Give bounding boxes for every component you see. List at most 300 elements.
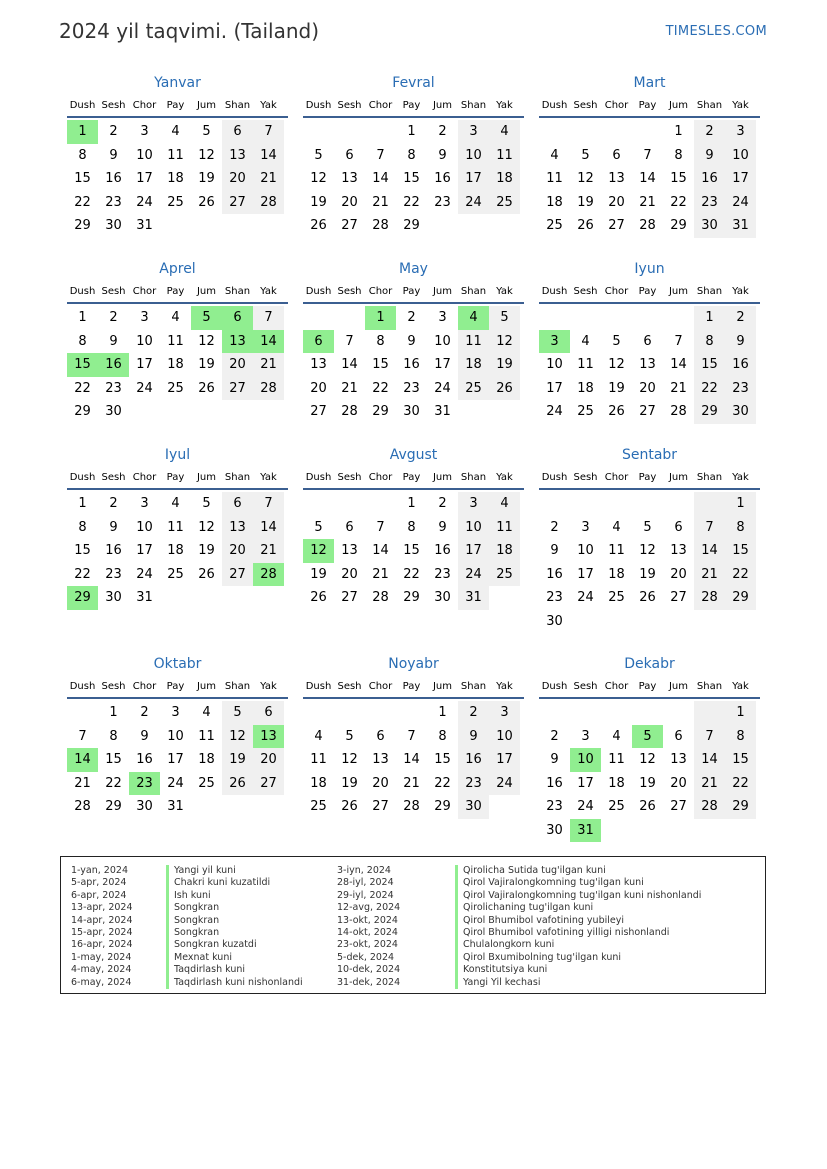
day-cell[interactable]: 9 <box>109 147 118 163</box>
day-cell[interactable]: 2 <box>725 306 756 330</box>
day-cell[interactable]: 9 <box>438 147 447 163</box>
holiday-day-cell[interactable]: 31 <box>570 819 601 843</box>
day-cell[interactable]: 14 <box>670 357 687 373</box>
day-cell[interactable]: 22 <box>372 380 389 396</box>
day-cell[interactable]: 25 <box>546 218 563 234</box>
day-cell[interactable]: 3 <box>458 120 489 144</box>
day-cell[interactable]: 25 <box>608 799 625 815</box>
day-cell[interactable]: 4 <box>202 705 211 721</box>
day-cell[interactable]: 27 <box>341 590 358 606</box>
day-cell[interactable]: 27 <box>608 218 625 234</box>
day-cell[interactable]: 21 <box>372 194 389 210</box>
day-cell[interactable]: 6 <box>643 333 652 349</box>
day-cell[interactable]: 17 <box>434 357 451 373</box>
day-cell[interactable]: 29 <box>74 404 91 420</box>
day-cell[interactable]: 23 <box>403 380 420 396</box>
day-cell[interactable]: 16 <box>105 543 122 559</box>
day-cell[interactable]: 24 <box>434 380 451 396</box>
day-cell[interactable]: 27 <box>341 218 358 234</box>
day-cell[interactable]: 21 <box>694 563 725 587</box>
day-cell[interactable]: 14 <box>372 171 389 187</box>
day-cell[interactable]: 29 <box>372 404 389 420</box>
day-cell[interactable]: 10 <box>136 519 153 535</box>
day-cell[interactable]: 31 <box>136 218 153 234</box>
day-cell[interactable]: 2 <box>140 705 149 721</box>
day-cell[interactable]: 31 <box>725 214 756 238</box>
day-cell[interactable]: 20 <box>222 539 253 563</box>
day-cell[interactable]: 14 <box>694 539 725 563</box>
day-cell[interactable]: 18 <box>608 775 625 791</box>
day-cell[interactable]: 27 <box>222 563 253 587</box>
day-cell[interactable]: 16 <box>694 167 725 191</box>
day-cell[interactable]: 20 <box>310 380 327 396</box>
day-cell[interactable]: 24 <box>167 775 184 791</box>
day-cell[interactable]: 19 <box>222 748 253 772</box>
day-cell[interactable]: 7 <box>253 492 284 516</box>
day-cell[interactable]: 25 <box>167 380 184 396</box>
day-cell[interactable]: 8 <box>694 330 725 354</box>
day-cell[interactable]: 15 <box>74 171 91 187</box>
day-cell[interactable]: 21 <box>639 194 656 210</box>
day-cell[interactable]: 17 <box>725 167 756 191</box>
day-cell[interactable]: 28 <box>372 218 389 234</box>
day-cell[interactable]: 21 <box>403 775 420 791</box>
day-cell[interactable]: 10 <box>136 333 153 349</box>
day-cell[interactable]: 15 <box>105 752 122 768</box>
day-cell[interactable]: 23 <box>105 566 122 582</box>
day-cell[interactable]: 18 <box>198 752 215 768</box>
day-cell[interactable]: 26 <box>608 404 625 420</box>
day-cell[interactable]: 25 <box>310 799 327 815</box>
day-cell[interactable]: 30 <box>546 613 563 629</box>
day-cell[interactable]: 29 <box>670 218 687 234</box>
day-cell[interactable]: 27 <box>310 404 327 420</box>
day-cell[interactable]: 18 <box>489 539 520 563</box>
day-cell[interactable]: 28 <box>74 799 91 815</box>
day-cell[interactable]: 24 <box>546 404 563 420</box>
day-cell[interactable]: 5 <box>489 306 520 330</box>
day-cell[interactable]: 11 <box>167 519 184 535</box>
day-cell[interactable]: 21 <box>74 775 91 791</box>
day-cell[interactable]: 4 <box>550 147 559 163</box>
day-cell[interactable]: 18 <box>167 171 184 187</box>
day-cell[interactable]: 4 <box>489 120 520 144</box>
day-cell[interactable]: 2 <box>438 496 447 512</box>
day-cell[interactable]: 9 <box>140 728 149 744</box>
day-cell[interactable]: 19 <box>489 353 520 377</box>
day-cell[interactable]: 11 <box>489 516 520 540</box>
day-cell[interactable]: 17 <box>546 380 563 396</box>
day-cell[interactable]: 23 <box>434 194 451 210</box>
day-cell[interactable]: 30 <box>434 590 451 606</box>
site-brand-link[interactable]: TIMESLES.COM <box>665 24 767 39</box>
day-cell[interactable]: 15 <box>434 752 451 768</box>
day-cell[interactable]: 19 <box>608 380 625 396</box>
day-cell[interactable]: 5 <box>314 147 323 163</box>
day-cell[interactable]: 9 <box>694 144 725 168</box>
day-cell[interactable]: 6 <box>674 519 683 535</box>
day-cell[interactable]: 14 <box>639 171 656 187</box>
day-cell[interactable]: 8 <box>78 147 87 163</box>
day-cell[interactable]: 18 <box>310 775 327 791</box>
day-cell[interactable]: 30 <box>546 822 563 838</box>
day-cell[interactable]: 31 <box>434 404 451 420</box>
day-cell[interactable]: 8 <box>78 519 87 535</box>
day-cell[interactable]: 30 <box>403 404 420 420</box>
day-cell[interactable]: 1 <box>109 705 118 721</box>
day-cell[interactable]: 8 <box>407 147 416 163</box>
holiday-day-cell[interactable]: 12 <box>303 539 334 563</box>
day-cell[interactable]: 3 <box>171 705 180 721</box>
day-cell[interactable]: 5 <box>222 701 253 725</box>
day-cell[interactable]: 2 <box>550 519 559 535</box>
day-cell[interactable]: 31 <box>458 586 489 610</box>
day-cell[interactable]: 10 <box>136 147 153 163</box>
day-cell[interactable]: 27 <box>670 590 687 606</box>
day-cell[interactable]: 19 <box>577 194 594 210</box>
day-cell[interactable]: 6 <box>222 492 253 516</box>
day-cell[interactable]: 21 <box>670 380 687 396</box>
day-cell[interactable]: 19 <box>198 543 215 559</box>
day-cell[interactable]: 12 <box>198 147 215 163</box>
day-cell[interactable]: 29 <box>105 799 122 815</box>
day-cell[interactable]: 25 <box>167 194 184 210</box>
day-cell[interactable]: 17 <box>577 775 594 791</box>
day-cell[interactable]: 3 <box>489 701 520 725</box>
day-cell[interactable]: 8 <box>725 516 756 540</box>
day-cell[interactable]: 12 <box>489 330 520 354</box>
day-cell[interactable]: 22 <box>670 194 687 210</box>
day-cell[interactable]: 12 <box>198 519 215 535</box>
day-cell[interactable]: 29 <box>434 799 451 815</box>
day-cell[interactable]: 18 <box>608 566 625 582</box>
day-cell[interactable]: 28 <box>253 377 284 401</box>
day-cell[interactable]: 9 <box>438 519 447 535</box>
holiday-day-cell[interactable]: 16 <box>98 353 129 377</box>
day-cell[interactable]: 2 <box>109 124 118 140</box>
day-cell[interactable]: 20 <box>639 380 656 396</box>
day-cell[interactable]: 18 <box>458 353 489 377</box>
day-cell[interactable]: 17 <box>136 357 153 373</box>
day-cell[interactable]: 7 <box>694 516 725 540</box>
holiday-day-cell[interactable]: 14 <box>67 748 98 772</box>
day-cell[interactable]: 17 <box>167 752 184 768</box>
day-cell[interactable]: 8 <box>78 333 87 349</box>
day-cell[interactable]: 22 <box>74 194 91 210</box>
day-cell[interactable]: 11 <box>458 330 489 354</box>
day-cell[interactable]: 22 <box>725 563 756 587</box>
day-cell[interactable]: 7 <box>643 147 652 163</box>
day-cell[interactable]: 2 <box>407 310 416 326</box>
day-cell[interactable]: 1 <box>407 496 416 512</box>
day-cell[interactable]: 30 <box>458 795 489 819</box>
holiday-day-cell[interactable]: 6 <box>222 306 253 330</box>
day-cell[interactable]: 20 <box>341 566 358 582</box>
day-cell[interactable]: 5 <box>202 496 211 512</box>
day-cell[interactable]: 14 <box>341 357 358 373</box>
day-cell[interactable]: 10 <box>546 357 563 373</box>
day-cell[interactable]: 16 <box>136 752 153 768</box>
day-cell[interactable]: 2 <box>458 701 489 725</box>
day-cell[interactable]: 22 <box>403 194 420 210</box>
day-cell[interactable]: 19 <box>639 775 656 791</box>
day-cell[interactable]: 15 <box>403 543 420 559</box>
holiday-day-cell[interactable]: 1 <box>67 120 98 144</box>
day-cell[interactable]: 20 <box>670 566 687 582</box>
day-cell[interactable]: 4 <box>612 519 621 535</box>
day-cell[interactable]: 15 <box>694 353 725 377</box>
day-cell[interactable]: 22 <box>403 566 420 582</box>
day-cell[interactable]: 25 <box>489 563 520 587</box>
day-cell[interactable]: 9 <box>109 519 118 535</box>
day-cell[interactable]: 25 <box>608 590 625 606</box>
day-cell[interactable]: 20 <box>608 194 625 210</box>
day-cell[interactable]: 14 <box>253 144 284 168</box>
day-cell[interactable]: 21 <box>694 772 725 796</box>
day-cell[interactable]: 26 <box>310 590 327 606</box>
day-cell[interactable]: 4 <box>171 496 180 512</box>
day-cell[interactable]: 28 <box>253 191 284 215</box>
day-cell[interactable]: 10 <box>434 333 451 349</box>
day-cell[interactable]: 13 <box>372 752 389 768</box>
day-cell[interactable]: 6 <box>222 120 253 144</box>
day-cell[interactable]: 16 <box>546 775 563 791</box>
day-cell[interactable]: 1 <box>78 310 87 326</box>
day-cell[interactable]: 18 <box>489 167 520 191</box>
day-cell[interactable]: 16 <box>403 357 420 373</box>
day-cell[interactable]: 8 <box>109 728 118 744</box>
day-cell[interactable]: 26 <box>198 194 215 210</box>
day-cell[interactable]: 2 <box>109 496 118 512</box>
day-cell[interactable]: 1 <box>674 124 683 140</box>
day-cell[interactable]: 15 <box>403 171 420 187</box>
holiday-day-cell[interactable]: 5 <box>191 306 222 330</box>
day-cell[interactable]: 9 <box>458 725 489 749</box>
day-cell[interactable]: 18 <box>167 543 184 559</box>
day-cell[interactable]: 9 <box>407 333 416 349</box>
holiday-day-cell[interactable]: 28 <box>253 563 284 587</box>
day-cell[interactable]: 29 <box>694 400 725 424</box>
day-cell[interactable]: 8 <box>376 333 385 349</box>
day-cell[interactable]: 7 <box>253 306 284 330</box>
day-cell[interactable]: 25 <box>167 566 184 582</box>
day-cell[interactable]: 8 <box>407 519 416 535</box>
day-cell[interactable]: 11 <box>167 333 184 349</box>
day-cell[interactable]: 6 <box>345 519 354 535</box>
day-cell[interactable]: 3 <box>140 124 149 140</box>
day-cell[interactable]: 7 <box>407 728 416 744</box>
holiday-day-cell[interactable]: 3 <box>539 330 570 354</box>
day-cell[interactable]: 26 <box>341 799 358 815</box>
day-cell[interactable]: 24 <box>577 799 594 815</box>
day-cell[interactable]: 20 <box>341 194 358 210</box>
day-cell[interactable]: 16 <box>725 353 756 377</box>
day-cell[interactable]: 21 <box>253 353 284 377</box>
day-cell[interactable]: 13 <box>310 357 327 373</box>
day-cell[interactable]: 11 <box>167 147 184 163</box>
day-cell[interactable]: 30 <box>694 214 725 238</box>
holiday-day-cell[interactable]: 15 <box>67 353 98 377</box>
day-cell[interactable]: 5 <box>202 124 211 140</box>
day-cell[interactable]: 16 <box>434 171 451 187</box>
day-cell[interactable]: 26 <box>639 590 656 606</box>
day-cell[interactable]: 19 <box>310 566 327 582</box>
day-cell[interactable]: 5 <box>314 519 323 535</box>
day-cell[interactable]: 26 <box>310 218 327 234</box>
day-cell[interactable]: 14 <box>253 516 284 540</box>
day-cell[interactable]: 31 <box>136 590 153 606</box>
day-cell[interactable]: 13 <box>670 543 687 559</box>
day-cell[interactable]: 15 <box>74 543 91 559</box>
day-cell[interactable]: 16 <box>458 748 489 772</box>
day-cell[interactable]: 3 <box>458 492 489 516</box>
day-cell[interactable]: 4 <box>581 333 590 349</box>
day-cell[interactable]: 28 <box>403 799 420 815</box>
day-cell[interactable]: 11 <box>577 357 594 373</box>
day-cell[interactable]: 12 <box>577 171 594 187</box>
day-cell[interactable]: 24 <box>577 590 594 606</box>
day-cell[interactable]: 15 <box>725 539 756 563</box>
day-cell[interactable]: 24 <box>458 563 489 587</box>
day-cell[interactable]: 8 <box>725 725 756 749</box>
day-cell[interactable]: 7 <box>376 519 385 535</box>
day-cell[interactable]: 6 <box>376 728 385 744</box>
day-cell[interactable]: 3 <box>438 310 447 326</box>
day-cell[interactable]: 10 <box>577 543 594 559</box>
day-cell[interactable]: 27 <box>639 404 656 420</box>
day-cell[interactable]: 28 <box>639 218 656 234</box>
day-cell[interactable]: 12 <box>341 752 358 768</box>
day-cell[interactable]: 1 <box>725 701 756 725</box>
day-cell[interactable]: 8 <box>438 728 447 744</box>
day-cell[interactable]: 18 <box>577 380 594 396</box>
day-cell[interactable]: 24 <box>136 566 153 582</box>
day-cell[interactable]: 3 <box>725 120 756 144</box>
day-cell[interactable]: 9 <box>550 752 559 768</box>
day-cell[interactable]: 23 <box>105 194 122 210</box>
day-cell[interactable]: 19 <box>198 171 215 187</box>
day-cell[interactable]: 9 <box>725 330 756 354</box>
day-cell[interactable]: 7 <box>376 147 385 163</box>
day-cell[interactable]: 7 <box>345 333 354 349</box>
day-cell[interactable]: 1 <box>78 496 87 512</box>
day-cell[interactable]: 25 <box>489 191 520 215</box>
day-cell[interactable]: 17 <box>458 167 489 191</box>
day-cell[interactable]: 12 <box>310 171 327 187</box>
day-cell[interactable]: 5 <box>643 519 652 535</box>
day-cell[interactable]: 12 <box>608 357 625 373</box>
day-cell[interactable]: 19 <box>198 357 215 373</box>
day-cell[interactable]: 29 <box>725 795 756 819</box>
day-cell[interactable]: 3 <box>140 496 149 512</box>
day-cell[interactable]: 10 <box>458 144 489 168</box>
day-cell[interactable]: 28 <box>694 586 725 610</box>
day-cell[interactable]: 20 <box>253 748 284 772</box>
holiday-day-cell[interactable]: 5 <box>632 725 663 749</box>
day-cell[interactable]: 26 <box>198 380 215 396</box>
day-cell[interactable]: 30 <box>105 218 122 234</box>
day-cell[interactable]: 20 <box>222 167 253 191</box>
holiday-day-cell[interactable]: 10 <box>570 748 601 772</box>
day-cell[interactable]: 24 <box>725 191 756 215</box>
day-cell[interactable]: 20 <box>372 775 389 791</box>
day-cell[interactable]: 11 <box>608 752 625 768</box>
day-cell[interactable]: 22 <box>105 775 122 791</box>
day-cell[interactable]: 24 <box>489 772 520 796</box>
day-cell[interactable]: 7 <box>674 333 683 349</box>
day-cell[interactable]: 13 <box>222 144 253 168</box>
day-cell[interactable]: 27 <box>253 772 284 796</box>
day-cell[interactable]: 11 <box>546 171 563 187</box>
day-cell[interactable]: 24 <box>136 380 153 396</box>
day-cell[interactable]: 15 <box>670 171 687 187</box>
day-cell[interactable]: 30 <box>105 404 122 420</box>
day-cell[interactable]: 31 <box>167 799 184 815</box>
holiday-day-cell[interactable]: 1 <box>365 306 396 330</box>
day-cell[interactable]: 23 <box>546 799 563 815</box>
day-cell[interactable]: 3 <box>581 728 590 744</box>
day-cell[interactable]: 14 <box>403 752 420 768</box>
day-cell[interactable]: 13 <box>639 357 656 373</box>
day-cell[interactable]: 12 <box>222 725 253 749</box>
day-cell[interactable]: 22 <box>434 775 451 791</box>
day-cell[interactable]: 16 <box>434 543 451 559</box>
day-cell[interactable]: 10 <box>489 725 520 749</box>
day-cell[interactable]: 5 <box>581 147 590 163</box>
holiday-day-cell[interactable]: 13 <box>222 330 253 354</box>
day-cell[interactable]: 26 <box>198 566 215 582</box>
day-cell[interactable]: 20 <box>670 775 687 791</box>
day-cell[interactable]: 18 <box>546 194 563 210</box>
day-cell[interactable]: 17 <box>577 566 594 582</box>
day-cell[interactable]: 24 <box>458 191 489 215</box>
day-cell[interactable]: 13 <box>222 516 253 540</box>
day-cell[interactable]: 19 <box>639 566 656 582</box>
day-cell[interactable]: 5 <box>345 728 354 744</box>
day-cell[interactable]: 4 <box>314 728 323 744</box>
day-cell[interactable]: 10 <box>458 516 489 540</box>
day-cell[interactable]: 1 <box>725 492 756 516</box>
day-cell[interactable]: 9 <box>550 543 559 559</box>
day-cell[interactable]: 26 <box>639 799 656 815</box>
holiday-day-cell[interactable]: 14 <box>253 330 284 354</box>
holiday-day-cell[interactable]: 29 <box>67 586 98 610</box>
day-cell[interactable]: 19 <box>341 775 358 791</box>
day-cell[interactable]: 24 <box>136 194 153 210</box>
day-cell[interactable]: 27 <box>372 799 389 815</box>
day-cell[interactable]: 14 <box>694 748 725 772</box>
day-cell[interactable]: 13 <box>341 171 358 187</box>
day-cell[interactable]: 30 <box>725 400 756 424</box>
day-cell[interactable]: 6 <box>674 728 683 744</box>
day-cell[interactable]: 28 <box>372 590 389 606</box>
day-cell[interactable]: 4 <box>489 492 520 516</box>
day-cell[interactable]: 5 <box>612 333 621 349</box>
day-cell[interactable]: 15 <box>725 748 756 772</box>
day-cell[interactable]: 6 <box>345 147 354 163</box>
holiday-day-cell[interactable]: 4 <box>458 306 489 330</box>
day-cell[interactable]: 17 <box>489 748 520 772</box>
day-cell[interactable]: 15 <box>372 357 389 373</box>
day-cell[interactable]: 19 <box>310 194 327 210</box>
day-cell[interactable]: 25 <box>577 404 594 420</box>
day-cell[interactable]: 14 <box>372 543 389 559</box>
day-cell[interactable]: 23 <box>725 377 756 401</box>
day-cell[interactable]: 7 <box>253 120 284 144</box>
day-cell[interactable]: 2 <box>438 124 447 140</box>
day-cell[interactable]: 21 <box>372 566 389 582</box>
day-cell[interactable]: 16 <box>546 566 563 582</box>
